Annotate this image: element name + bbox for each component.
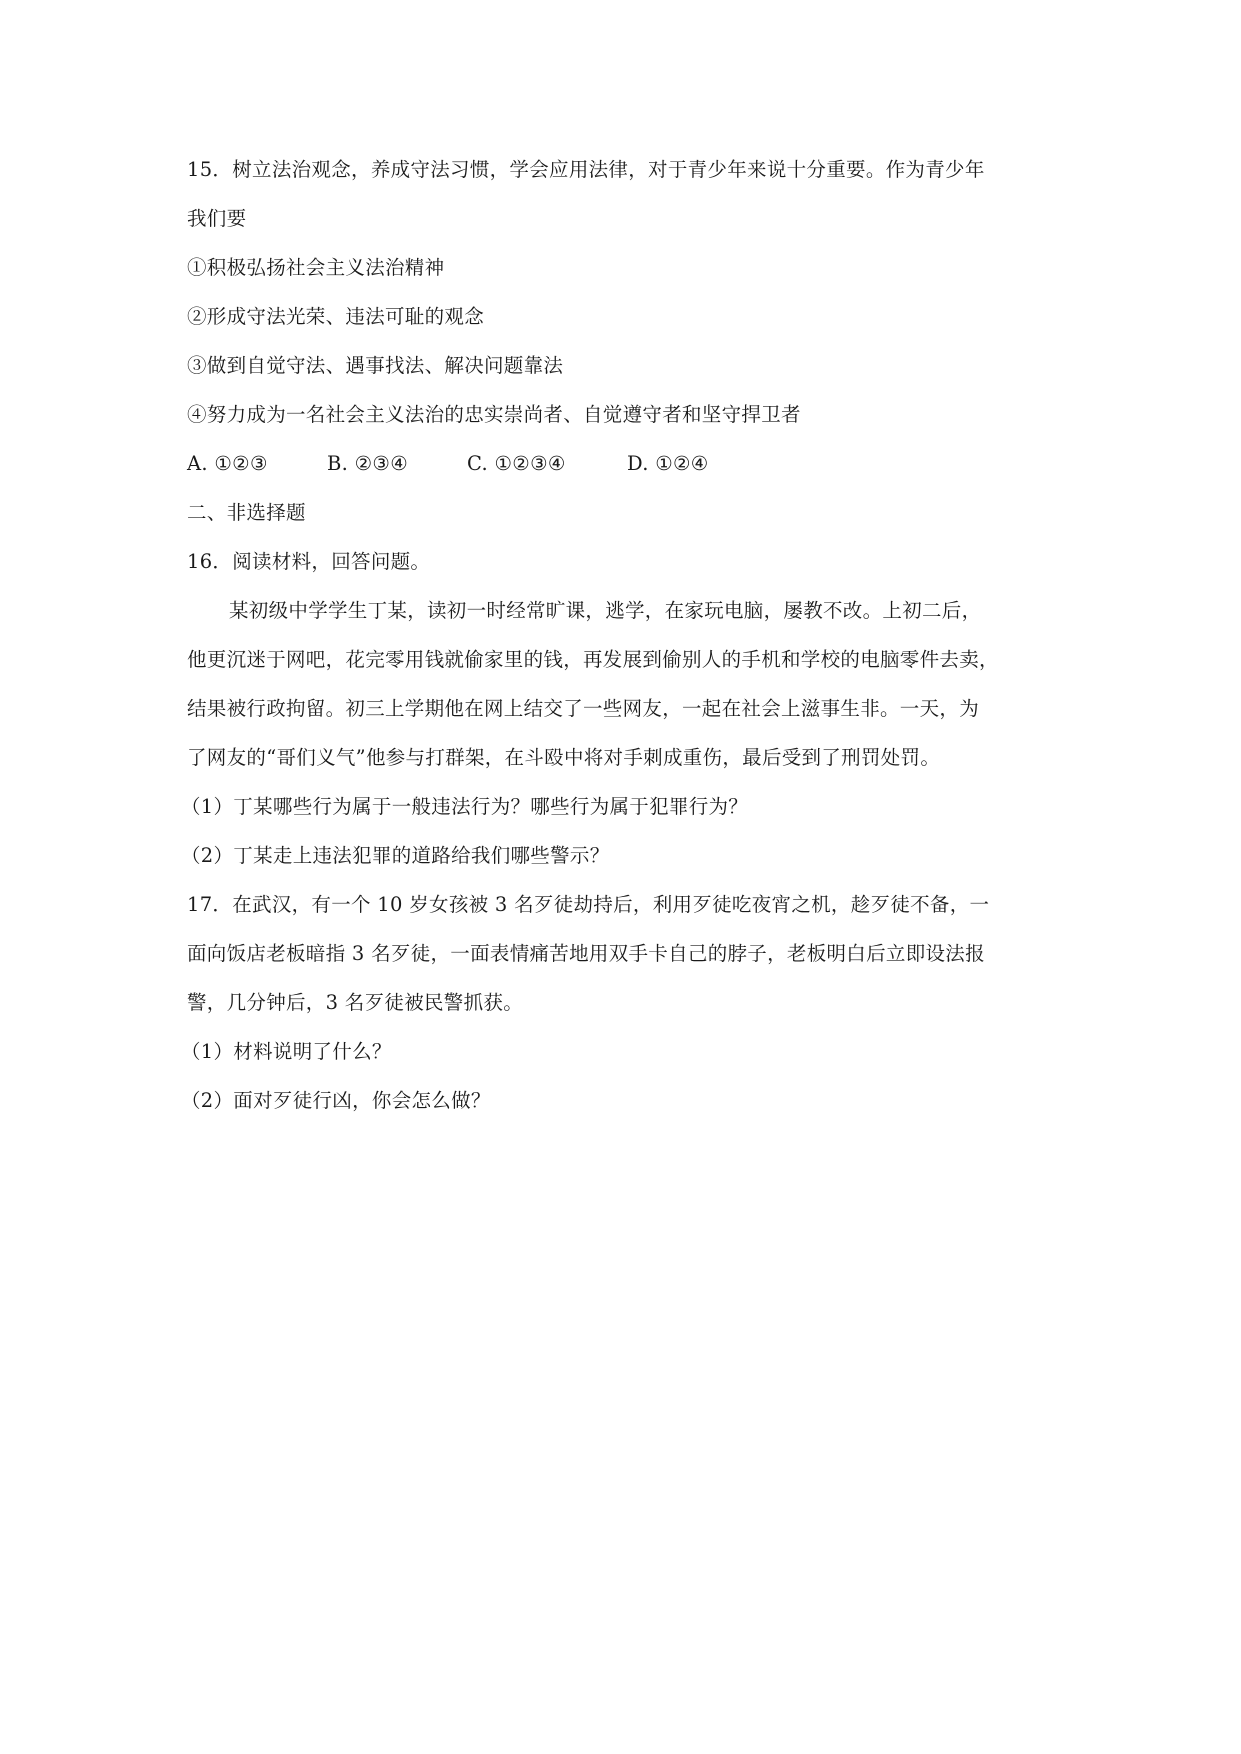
q16-sub-question-1: （1）丁某哪些行为属于一般违法行为？哪些行为属于犯罪行为？: [181, 795, 749, 818]
q17-line: 17．在武汉，有一个 10 岁女孩被 3 名歹徒劫持后，利用歹徒吃夜宵之机，趁歹徒不备，一: [187, 893, 990, 916]
option-b: B. ②③④: [327, 452, 408, 475]
option-d: D. ①②④: [627, 452, 709, 475]
q15-options: [187, 452, 1057, 476]
q16-material-line: 他更沉迷于网吧，花完零用钱就偷家里的钱，再发展到偷别人的手机和学校的电脑零件去卖，: [187, 648, 999, 671]
q15-stem-line1: 15．树立法治观念，养成守法习惯，学会应用法律，对于青少年来说十分重要。作为青少年: [187, 158, 985, 181]
q16-material-line: 结果被行政拘留。初三上学期他在网上结交了一些网友，一起在社会上滋事生非。一天，为: [187, 697, 980, 720]
q17-sub-question-2: （2）面对歹徒行凶，你会怎么做？: [181, 1089, 491, 1112]
option-a: A. ①②③: [187, 452, 268, 475]
q15-item-3: ③做到自觉守法、遇事找法、解决问题靠法: [187, 354, 564, 377]
q16-material: [187, 599, 1057, 770]
q17-material: [187, 893, 1057, 1015]
q16-stem: 16．阅读材料，回答问题。: [187, 550, 431, 573]
q16-material-line: 某初级中学学生丁某，读初一时经常旷课，逃学，在家玩电脑，屡教不改。上初二后，: [229, 599, 982, 622]
q15-stem-line2: 我们要: [187, 207, 247, 230]
q16-material-line: 了网友的“哥们义气”他参与打群架，在斗殴中将对手刺成重伤，最后受到了刑罚处罚。: [187, 746, 941, 769]
document-page: [181, 158, 1057, 1138]
q17-line: 面向饭店老板暗指 3 名歹徒，一面表情痛苦地用双手卡自己的脖子，老板明白后立即设法报: [187, 942, 985, 965]
q15-item-4: ④努力成为一名社会主义法治的忠实崇尚者、自觉遵守者和坚守捍卫者: [187, 403, 801, 426]
q15-item-1: ①积极弘扬社会主义法治精神: [187, 256, 445, 279]
q17-line: 警，几分钟后，3 名歹徒被民警抓获。: [187, 991, 524, 1014]
q17-sub-question-1: （1）材料说明了什么？: [181, 1040, 392, 1063]
q16-sub-question-2: （2）丁某走上违法犯罪的道路给我们哪些警示？: [181, 844, 610, 867]
q15-item-2: ②形成守法光荣、违法可耻的观念: [187, 305, 485, 328]
option-c: C. ①②③④: [467, 452, 566, 475]
section-heading: 二、非选择题: [187, 501, 306, 524]
